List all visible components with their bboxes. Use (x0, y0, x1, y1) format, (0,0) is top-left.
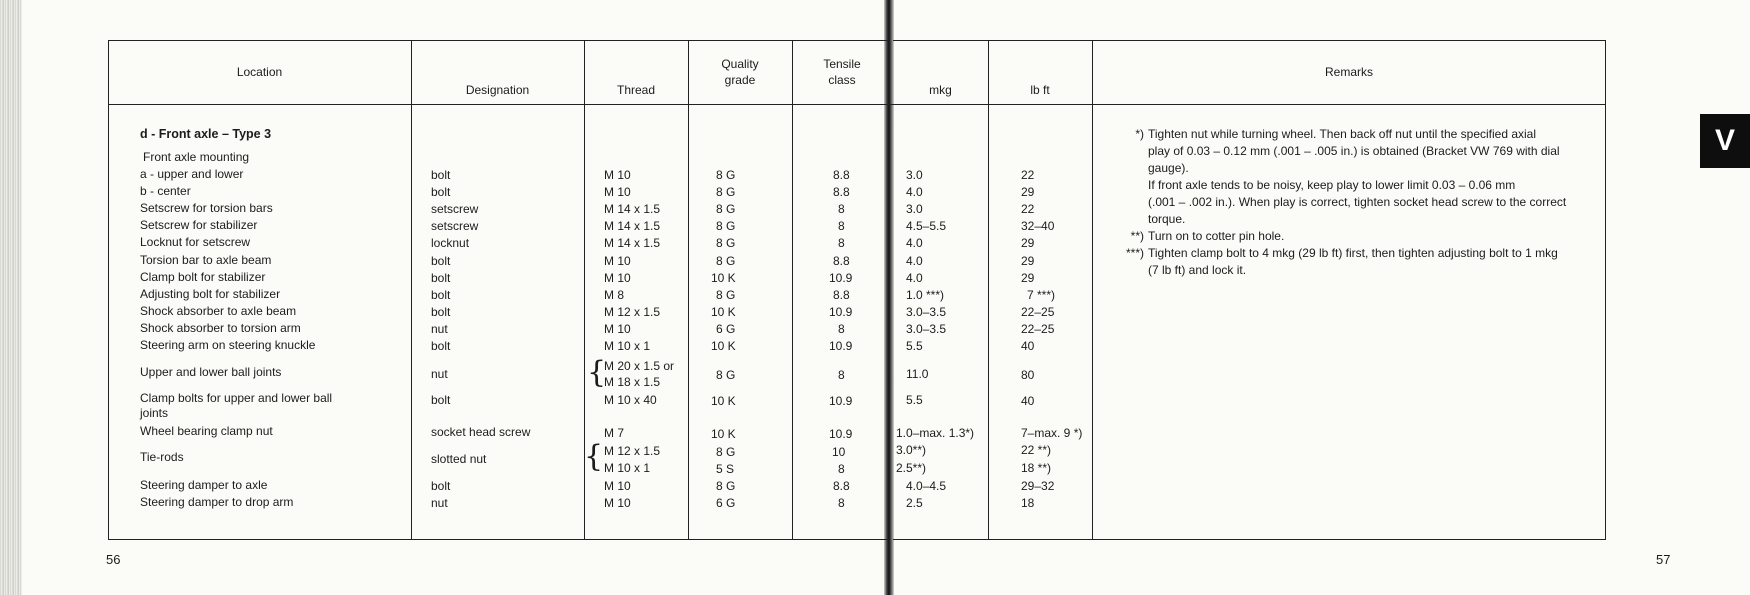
tensile-cell: 8 (838, 202, 845, 217)
mkg-cell: 5.5 (906, 393, 923, 407)
mkg-cell: 4.0–4.5 (906, 479, 947, 493)
thread-cell: M 10 x 40 (604, 393, 657, 407)
header-thread: Thread (616, 83, 656, 97)
remark-key: *) (1135, 127, 1144, 141)
thread-cell: M 10 x 1 (604, 461, 651, 475)
remark-key: ***) (1125, 246, 1144, 260)
quality-cell: 8 G (716, 185, 736, 200)
header-location: Location (236, 65, 283, 79)
tensile-cell: 8 (838, 462, 845, 476)
remark-line: Turn on to cotter pin hole. (1148, 229, 1285, 243)
lbft-cell: 7 ***) (1027, 287, 1056, 302)
thread-cell: M 10 (604, 253, 631, 268)
quality-cell: 8 G (716, 445, 736, 459)
section-tab: V (1700, 114, 1750, 168)
tensile-cell: 8 (838, 236, 845, 251)
thread-cell: M 10 (604, 479, 631, 493)
lbft-cell: 32–40 (1021, 219, 1055, 234)
mkg-cell: 3.0**) (896, 443, 927, 457)
lbft-cell: 80 (1021, 368, 1035, 382)
location-cell: Shock absorber to torsion arm (140, 320, 301, 335)
lbft-cell: 7–max. 9 *) (1021, 426, 1083, 440)
lbft-cell: 18 (1021, 496, 1035, 510)
quality-cell: 8 G (716, 287, 736, 302)
lbft-cell: 29 (1021, 236, 1035, 251)
thread-cell: M 20 x 1.5 or (604, 359, 675, 373)
remark-line: (.001 – .002 in.). When play is correct, tighten socket head screw to the correct (1148, 195, 1567, 209)
location-cell: Clamp bolts for upper and lower ball (140, 391, 333, 405)
tensile-cell: 8.8 (833, 253, 850, 268)
quality-cell: 8 G (716, 368, 736, 382)
header-mkg: mkg (929, 83, 952, 97)
lbft-cell: 18 **) (1021, 461, 1052, 475)
mkg-cell: 3.0 (906, 168, 923, 182)
lbft-cell: 22–25 (1021, 321, 1055, 336)
quality-cell: 8 G (716, 202, 736, 217)
lbft-cell: 22 **) (1021, 443, 1052, 457)
lbft-cell: 29 (1021, 185, 1035, 200)
remark-note-1 (1130, 126, 1600, 228)
mkg-cell: 5.5 (906, 339, 923, 353)
lbft-cell: 22 (1021, 202, 1035, 217)
designation-cell: setscrew (431, 202, 479, 217)
mkg-cell: 2.5**) (896, 461, 927, 475)
quality-cell: 8 G (716, 253, 736, 268)
remark-line: Tighten nut while turning wheel. Then back off nut until the specified axial (1148, 127, 1537, 141)
designation-cell: locknut (431, 236, 470, 251)
remark-line: (7 lb ft) and lock it. (1148, 263, 1247, 277)
location-cell: Tie-rods (140, 450, 184, 464)
tensile-cell: 8 (838, 496, 845, 510)
mkg-cell: 2.5 (906, 496, 923, 510)
lbft-cell: 40 (1021, 394, 1035, 408)
location-cell: Setscrew for stabilizer (140, 218, 258, 233)
designation-cell: nut (431, 496, 448, 510)
designation-cell: slotted nut (431, 452, 487, 466)
tensile-cell: 8.8 (833, 168, 850, 182)
mkg-cell: 4.0 (906, 270, 923, 285)
mkg-cell: 1.0 ***) (906, 287, 945, 302)
location-cell: Steering damper to axle (140, 478, 268, 492)
thread-cell: M 10 (604, 496, 631, 510)
tensile-cell: 8 (838, 368, 845, 382)
location-cell: Upper and lower ball joints (140, 365, 282, 379)
designation-cell: bolt (431, 287, 451, 302)
lbft-cell: 29 (1021, 270, 1035, 285)
designation-cell: socket head screw (431, 425, 531, 439)
quality-cell: 8 G (716, 219, 736, 234)
thread-cell: M 14 x 1.5 (604, 202, 661, 217)
page-number-left: 56 (106, 552, 121, 567)
designation-cell: bolt (431, 185, 451, 200)
header-quality-grade: Quality grade (721, 57, 759, 87)
header-designation: Designation (465, 83, 530, 97)
col-divider-lbft (1092, 40, 1093, 540)
thread-cell: M 14 x 1.5 (604, 219, 661, 234)
tensile-cell: 10.9 (829, 394, 853, 408)
designation-cell: setscrew (431, 219, 479, 234)
designation-cell: bolt (431, 168, 451, 182)
tensile-cell: 8.8 (833, 479, 850, 493)
designation-cell: bolt (431, 479, 451, 493)
designation-cell: bolt (431, 270, 451, 285)
quality-cell: 6 G (716, 496, 736, 510)
location-cell: Wheel bearing clamp nut (140, 424, 273, 438)
brace-glyph: { (584, 439, 604, 474)
mkg-cell: 11.0 (906, 367, 929, 381)
quality-cell: 10 K (711, 339, 736, 353)
tensile-cell: 8 (838, 321, 845, 336)
page-number-right: 57 (1656, 552, 1671, 567)
remark-line: play of 0.03 – 0.12 mm (.001 – .005 in.) is obtained (Bracket VW 769 with dial (1148, 144, 1560, 158)
thread-cell: M 8 (604, 287, 625, 302)
thread-cell: M 10 (604, 185, 631, 200)
section-title: d - Front axle – Type 3 (140, 127, 272, 141)
page-binding-shadow (0, 0, 22, 595)
quality-cell: 10 K (711, 270, 736, 285)
mkg-cell: 4.0 (906, 253, 923, 268)
mkg-cell: 1.0–max. 1.3*) (896, 426, 975, 440)
thread-cell: M 12 x 1.5 (604, 304, 661, 319)
quality-cell: 6 G (716, 321, 736, 336)
header-tensile-class: Tensile class (823, 57, 861, 87)
location-cell: Clamp bolt for stabilizer (140, 269, 266, 284)
remark-line: torque. (1148, 212, 1186, 226)
tensile-cell: 10.9 (829, 270, 853, 285)
thread-cell: M 18 x 1.5 (604, 375, 661, 389)
tensile-cell: 8 (838, 219, 845, 234)
group-title: Front axle mounting (143, 150, 250, 164)
designation-cell: nut (431, 367, 448, 381)
tensile-cell: 8.8 (833, 287, 850, 302)
tensile-cell: 10.9 (829, 427, 853, 441)
remark-line: Tighten clamp bolt to 4 mkg (29 lb ft) first, then tighten adjusting bolt to 1 mkg (1148, 246, 1558, 260)
quality-cell: 10 K (711, 427, 736, 441)
mkg-cell: 3.0–3.5 (906, 304, 947, 319)
mkg-cell: 4.0 (906, 236, 923, 251)
thread-cell: M 10 (604, 168, 631, 182)
location-cell: b - center (140, 184, 191, 199)
location-cell: Setscrew for torsion bars (140, 201, 273, 216)
location-cell: Torsion bar to axle beam (140, 252, 272, 267)
location-cell: Adjusting bolt for stabilizer (140, 286, 281, 301)
location-cell: a - upper and lower (140, 167, 244, 181)
designation-cell: bolt (431, 304, 451, 319)
location-cell: Steering damper to drop arm (140, 495, 294, 509)
designation-cell: nut (431, 321, 448, 336)
thread-cell: M 12 x 1.5 (604, 444, 661, 458)
thread-cell: M 10 (604, 321, 631, 336)
col-divider-quality (792, 40, 793, 540)
remark-line: gauge). (1148, 161, 1189, 175)
tensile-cell: 10.9 (829, 304, 853, 319)
quality-cell: 8 G (716, 479, 736, 493)
thread-cell: M 14 x 1.5 (604, 236, 661, 251)
tensile-cell: 10.9 (829, 339, 853, 353)
remark-key: **) (1130, 229, 1144, 243)
remarks-block (1125, 126, 1600, 279)
thread-cell: M 10 (604, 270, 631, 285)
lbft-cell: 40 (1021, 339, 1035, 353)
quality-cell: 8 G (716, 168, 736, 182)
designation-cell: bolt (431, 393, 451, 407)
remark-line: If front axle tends to be noisy, keep play to lower limit 0.03 – 0.06 mm (1148, 178, 1516, 192)
header-divider (108, 104, 1606, 105)
tensile-cell: 8.8 (833, 185, 850, 200)
quality-cell: 10 K (711, 304, 736, 319)
mkg-cell: 4.5–5.5 (906, 219, 947, 234)
thread-cell: M 10 x 1 (604, 339, 651, 353)
brace-glyph: { (587, 355, 607, 390)
location-cell: Shock absorber to axle beam (140, 303, 297, 318)
location-cell: joints (140, 406, 169, 420)
header-remarks: Remarks (1324, 65, 1373, 79)
mkg-cell: 3.0 (906, 202, 923, 217)
remark-note-2 (1130, 228, 1600, 245)
quality-cell: 10 K (711, 394, 736, 408)
lbft-cell: 29–32 (1021, 479, 1055, 493)
location-cell: Steering arm on steering knuckle (140, 338, 316, 352)
col-divider-thread (688, 40, 689, 540)
designation-cell: bolt (431, 253, 451, 268)
lbft-cell: 22 (1021, 168, 1035, 182)
mkg-cell: 4.0 (906, 185, 923, 200)
quality-cell: 5 S (716, 462, 735, 476)
mkg-cell: 3.0–3.5 (906, 321, 947, 336)
tensile-cell: 10 (832, 445, 846, 459)
location-cell: Locknut for setscrew (140, 235, 251, 250)
quality-cell: 8 G (716, 236, 736, 251)
remark-note-3 (1125, 245, 1600, 279)
header-lbft: lb ft (1030, 83, 1050, 97)
thread-cell: M 7 (604, 426, 625, 440)
lbft-cell: 22–25 (1021, 304, 1055, 319)
designation-cell: bolt (431, 339, 451, 353)
lbft-cell: 29 (1021, 253, 1035, 268)
